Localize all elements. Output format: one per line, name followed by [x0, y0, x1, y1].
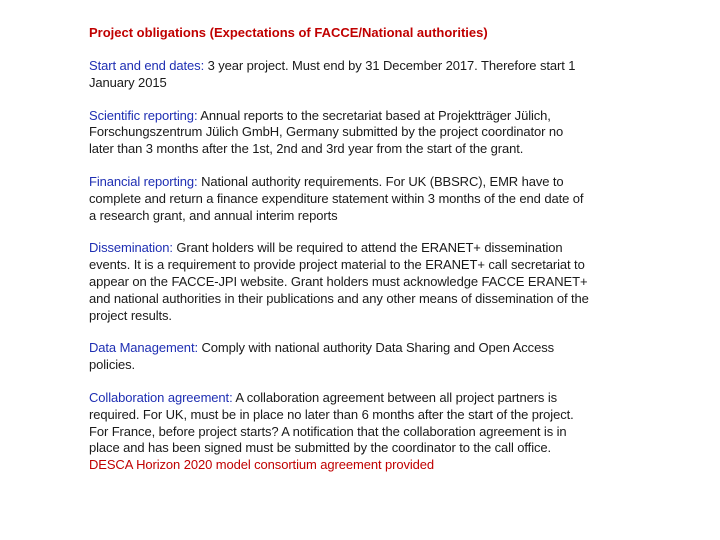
section-start-end-dates [89, 58, 589, 92]
section-label: Dissemination: [89, 240, 173, 256]
section-label: Data Management: [89, 340, 198, 356]
section-dissemination [89, 240, 589, 324]
section-text: Annual reports to the secretariat based at Projektträger Jülich, Forschungszentrum Jülich GmbH, Germany submitted by the project coordinator no later than 3 months after the 1st, 2nd and 3rd year from the start of the grant. [89, 107, 564, 157]
section-text: A collaboration agreement between all project partners is required. For UK, must be in place no later than 6 months after the start of the project. For France, before project starts? A notification that the collaboration agreement is in place and has been signed must be submitted by the coordinator to the call office. [89, 389, 574, 456]
section-text: Comply with national authority Data Sharing and Open Access policies. [89, 340, 555, 373]
section-text: 3 year project. Must end by 31 December 2017. Therefore start 1 January 2015 [89, 58, 576, 90]
section-label: Collaboration agreement: [89, 389, 233, 405]
section-data-management [89, 340, 589, 374]
section-label: Scientific reporting: [89, 107, 198, 123]
desca-highlight: DESCA Horizon 2020 model consortium agreement provided [89, 457, 435, 473]
section-financial-reporting [89, 174, 589, 224]
section-text: National authority requirements. For UK (BBSRC), EMR have to complete and return a finance expenditure statement within 3 months of the end date of a research grant, and annual interim reports [89, 173, 584, 223]
content-block [89, 24, 589, 490]
section-scientific-reporting [89, 108, 589, 158]
page-title: Project obligations (Expectations of FACCE/National authorities) [89, 25, 488, 40]
section-label: Financial reporting: [89, 173, 198, 189]
section-label: Start and end dates: [89, 58, 205, 73]
section-text: Grant holders will be required to attend the ERANET+ dissemination events. It is a requirement to provide project material to the ERANET+ call secretariat to appear on the FACCE-JPI website. Grant holders must acknowledge FACCE ERANET+ and national authorities in their publications and any other means of dissemination of the project results. [89, 240, 589, 323]
section-collaboration-agreement [89, 390, 589, 474]
